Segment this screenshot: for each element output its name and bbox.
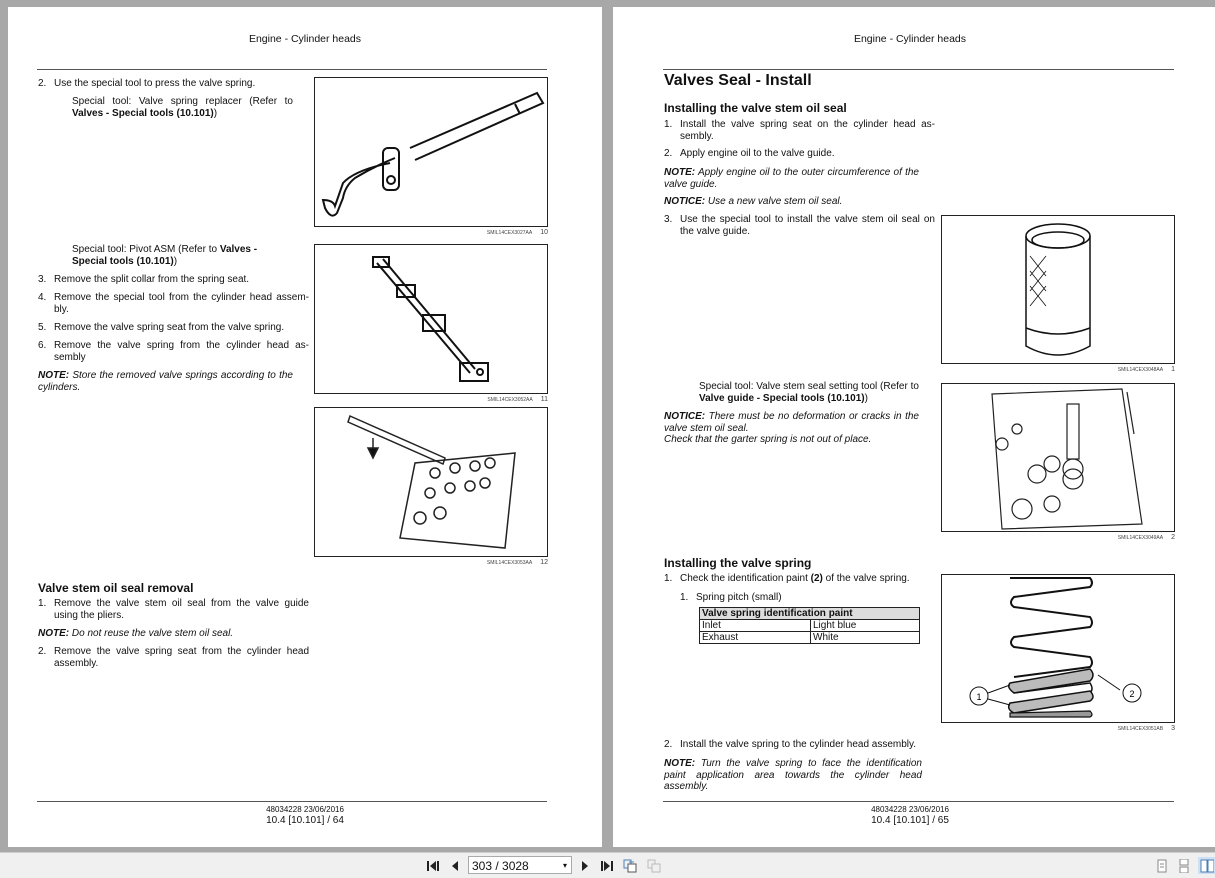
single-page-view-button[interactable] [1155, 857, 1169, 874]
figure-cylinder-head-tool [314, 407, 548, 557]
removal-step-2: 2. Remove the valve spring seat from the cylinder head assembly. [38, 646, 309, 669]
install-step-1: 1. Install the valve spring seat on the cylinder head as- sembly. [664, 119, 935, 142]
cylinder-head-seal-illustration [942, 384, 1174, 531]
special-tool-note-2: Special tool: Pivot ASM (Refer to Valves - Special tools (10.101)) [72, 244, 258, 267]
valve-spring-replacer-illustration [315, 78, 547, 226]
header-rule [663, 69, 1174, 70]
install-step-3: 3. Use the special tool to install the valve stem oil seal on the valve guide. [664, 214, 935, 237]
step-6: 6. Remove the valve spring from the cylinder head as- sembly [38, 340, 309, 363]
running-head: Engine - Cylinder heads [853, 33, 967, 45]
callout-2: 2 [1129, 689, 1135, 699]
note-apply-oil: NOTE: Apply engine oil to the outer circumference of the valve guide. [664, 167, 919, 190]
note-turn-spring: NOTE: Turn the valve spring to face the identification paint application area towards the cylinder head assembly. [664, 758, 922, 792]
cylinder-head-illustration [315, 408, 547, 556]
page-title: Valves Seal - Install [664, 72, 812, 89]
valve-spring-illustration [942, 575, 1174, 722]
step-5: 5. Remove the valve spring seat from the valve spring. [38, 322, 285, 333]
table-header: Valve spring identification paint [700, 608, 920, 620]
last-page-icon [599, 860, 613, 872]
single-page-icon [1157, 859, 1167, 873]
step-2: 2. Use the special tool to press the valve spring. [38, 78, 256, 89]
spring-paint-table [699, 607, 920, 644]
special-tool-ref-link[interactable]: Valves - Special tools (10.101) [72, 107, 214, 119]
page-number-input[interactable]: 303 / 3028 ▾ [468, 856, 572, 874]
facing-pages-icon [1200, 859, 1214, 873]
spring-sub-step-1: 1. Spring pitch (small) [680, 592, 782, 603]
figure-caption-12: SMIL14CEX3053AA 12 [486, 559, 548, 566]
table-row: Inlet Light blue [700, 620, 920, 632]
page-footer: 48034228 23/06/2016 10.4 [10.101] / 65 [871, 805, 949, 826]
special-tool-ref-link[interactable]: Valve guide - Special tools (10.101) [699, 392, 865, 404]
footer-rule [37, 801, 547, 802]
first-page-button[interactable] [426, 857, 442, 874]
header-rule [37, 69, 547, 70]
figure-pivot-asm [314, 244, 548, 394]
previous-page-button[interactable] [448, 857, 462, 874]
first-page-icon [427, 860, 441, 872]
section-title-oil-seal-removal: Valve stem oil seal removal [38, 581, 194, 595]
figure-install-oil-seal [941, 383, 1175, 532]
figure-valve-spring-replacer [314, 77, 548, 227]
left-page [8, 7, 602, 847]
page-dropdown-arrow-icon[interactable]: ▾ [562, 861, 567, 870]
note-do-not-reuse: NOTE: Do not reuse the valve stem oil seal. [38, 628, 234, 639]
step-4: 4. Remove the special tool from the cylinder head assem- bly. [38, 292, 309, 315]
next-page-icon [580, 860, 590, 872]
footer-rule [663, 801, 1174, 802]
go-back-view-button[interactable] [622, 857, 638, 874]
next-page-button[interactable] [578, 857, 592, 874]
install-step-2: 2. Apply engine oil to the valve guide. [664, 148, 835, 159]
callout-1: 1 [976, 692, 982, 702]
continuous-page-icon [1179, 859, 1189, 873]
figure-caption-2: SMIL14CEX3049AA 2 [1117, 534, 1175, 541]
special-tool-note-1: Special tool: Valve spring replacer (Refer to Valves - Special tools (10.101)) [72, 96, 293, 119]
go-forward-view-button[interactable] [646, 857, 662, 874]
special-tool-ref-link[interactable]: Valves - Special tools (10.101) [72, 244, 258, 267]
removal-step-1: 1. Remove the valve stem oil seal from the valve guide using the pliers. [38, 598, 309, 621]
special-tool-note: Special tool: Valve stem seal setting tool (Refer to Valve guide - Special tools (10.101)) [699, 381, 919, 404]
page-footer: 48034228 23/06/2016 10.4 [10.101] / 64 [266, 805, 344, 826]
previous-page-icon [450, 860, 460, 872]
next-view-icon [647, 859, 661, 873]
spring-step-1: 1. Check the identification paint (2) of the valve spring. [664, 573, 910, 584]
table-row: Exhaust White [700, 632, 920, 644]
step-3: 3. Remove the split collar from the spring seat. [38, 274, 250, 285]
figure-seal-setting-tool [941, 215, 1175, 364]
previous-view-icon [623, 859, 637, 873]
figure-caption-1: SMIL14CEX3048AA 1 [1117, 366, 1175, 373]
viewer-toolbar [0, 852, 1215, 878]
figure-valve-spring [941, 574, 1175, 723]
section-title-install-valve-spring: Installing the valve spring [664, 556, 812, 570]
notice-no-deformation: NOTICE: There must be no deformation or cracks in the valve stem oil seal. Check that the garter spring is not out of place. [664, 411, 919, 445]
last-page-button[interactable] [598, 857, 614, 874]
figure-caption-11: SMIL14CEX3052AA 11 [487, 396, 548, 403]
running-head: Engine - Cylinder heads [248, 33, 362, 45]
note-store-springs: NOTE: Store the removed valve springs according to the cylinders. [38, 370, 293, 393]
right-page [613, 7, 1215, 847]
pivot-asm-illustration [315, 245, 547, 393]
figure-caption-10: SMIL14CEX3027AA 10 [486, 229, 548, 236]
continuous-view-button[interactable] [1177, 857, 1191, 874]
seal-setting-tool-illustration [942, 216, 1174, 363]
figure-caption-3: SMIL14CEX3051AB 3 [1117, 725, 1175, 732]
spring-step-2: 2. Install the valve spring to the cylinder head assembly. [664, 739, 917, 750]
facing-pages-view-button[interactable] [1198, 857, 1215, 874]
section-title-install-oil-seal: Installing the valve stem oil seal [664, 101, 847, 115]
notice-new-seal: NOTICE: Use a new valve stem oil seal. [664, 196, 843, 207]
